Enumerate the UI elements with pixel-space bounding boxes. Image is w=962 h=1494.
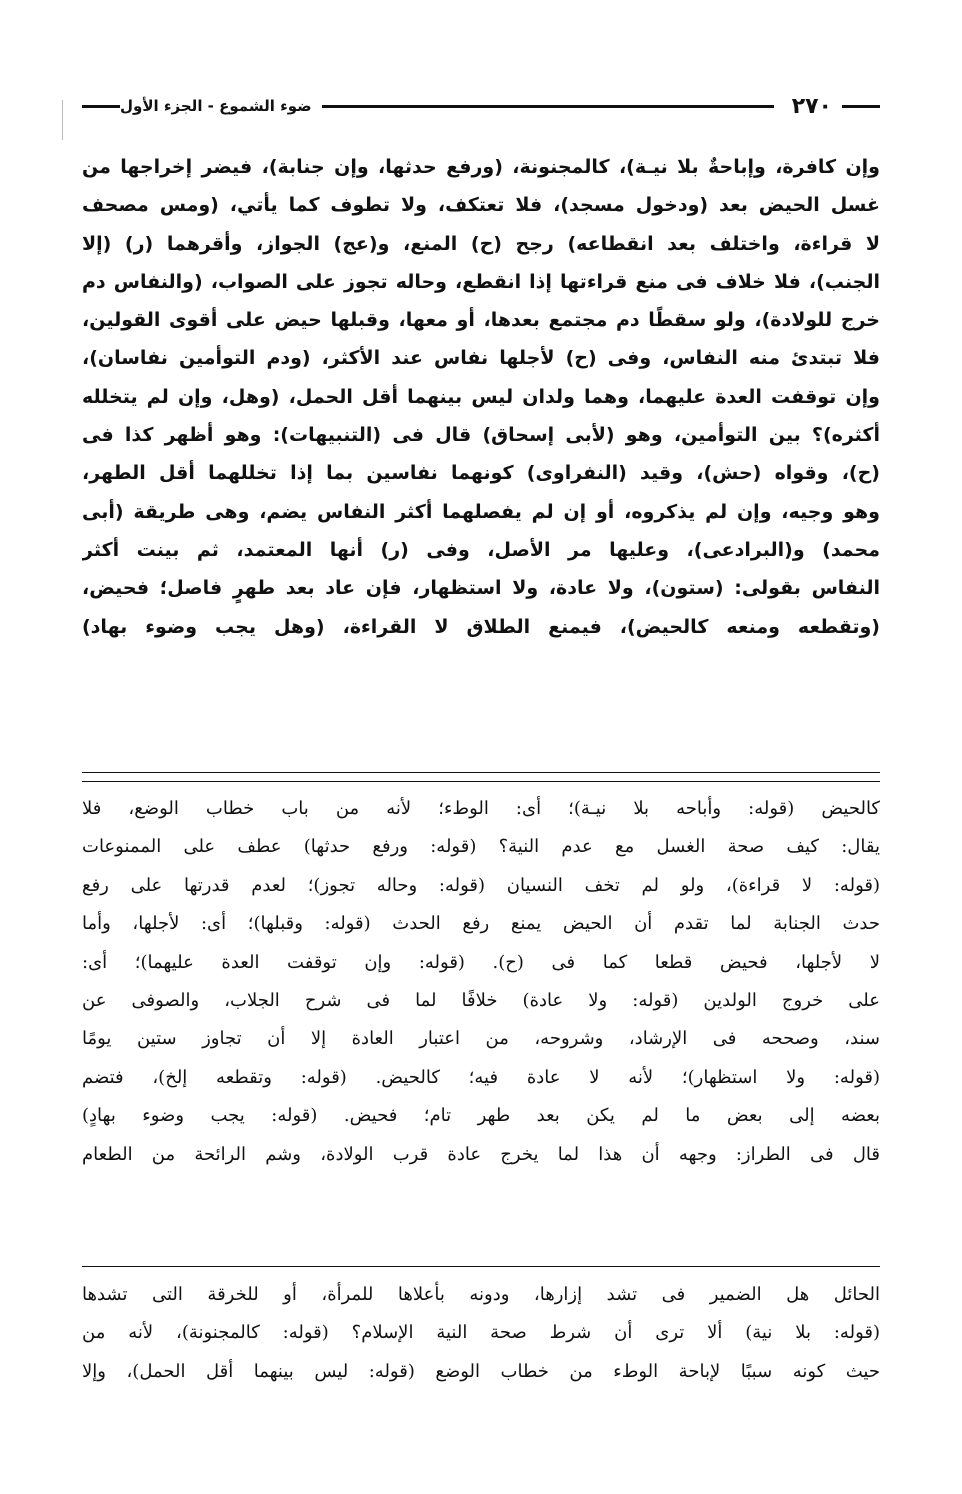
commentary-line: على خروج الولدين (قوله: ولا عادة) خلافًا لما فى شرح الجلاب، والصوفى عن [82, 990, 880, 1012]
main-line: النفاس بقولى: (ستون)، ولا عادة، ولا استظهار، فإن عاد بعد طهرٍ فاصل؛ فحيض، [82, 577, 880, 600]
header-rule-middle [322, 105, 774, 108]
main-line: الجنب)، فلا خلاف فى منع قراءتها إذا انقطع، وحاله تجوز على الصواب، (والنفاس دم [82, 270, 880, 293]
main-line: وإن كافرة، وإباحةٌ بلا نيـة)، كالمجنونة، (ورفع حدثها، وإن جنابة)، فيضر إخراجها من [82, 156, 880, 178]
main-line: وهو وجيه، وإن لم يذكروه، أو إن لم يفصلهما أكثر النفاس يضم، وهى طريقة (أبى [82, 500, 880, 523]
single-rule-divider [82, 1266, 880, 1267]
page-header [82, 92, 880, 120]
double-rule-divider [82, 772, 880, 782]
main-text [82, 148, 880, 646]
commentary-line: حدث الجنابة لما تقدم أن الحيض يمنع رفع الحدث (قوله: وقبلها)؛ أى: لأجلها، وأما [82, 913, 880, 935]
commentary-line: (قوله: ولا استظهار)؛ لأنه لا عادة فيه؛ كالحيض. (قوله: وتقطعه إلخ)، فتضم [82, 1066, 880, 1088]
footnote-line: حيث كونه سببًا لإباحة الوطء من خطاب الوضع (قوله: ليس بينهما أقل الحمل)، وإلا [82, 1360, 880, 1382]
footnote-line: الحائل هل الضمير فى تشد إزارها، ودونه بأعلاها للمرأة، أو للخرقة التى تشدها [82, 1284, 880, 1305]
main-line: (وتقطعه ومنعه كالحيض)، فيمنع الطلاق لا القراءة، (وهل يجب وضوء بهاد) [82, 615, 880, 638]
commentary-line: سند، وصححه فى الإرشاد، وشروحه، من اعتبار العادة إلا أن تجاوز ستين يومًا [82, 1028, 880, 1050]
commentary-line: قال فى الطراز: وجهه أن هذا لما يخرج عادة قرب الولادة، وشم الرائحة من الطعام [82, 1143, 880, 1165]
main-line: محمد) و(البرادعى)، وعليها مر الأصل، وفى (ر) أنها المعتمد، ثم بينت أكثر [82, 538, 880, 561]
header-rule-right [842, 105, 880, 108]
commentary-text [82, 790, 880, 1174]
main-line: غسل الحيض بعد (ودخول مسجد)، فلا تعتكف، ولا تطوف كما يأتي، (ومس مصحف [82, 194, 880, 217]
main-line: لا قراءة، واختلف بعد انقطاعه) رجح (ح) المنع، و(عج) الجواز، وأقرهما (ر) (إلا [82, 232, 880, 255]
header-rule-left [82, 105, 120, 108]
footnote-text [82, 1276, 880, 1391]
commentary-line: يقال: كيف صحة الغسل مع عدم النية؟ (قوله: ورفع حدثها) عطف على الممنوعات [82, 836, 880, 858]
main-line: أكثره)؟ بين التوأمين، وهو (لأبى إسحاق) قال فى (التنبيهات): وهو أظهر كذا فى [82, 424, 880, 447]
commentary-line: بعضه إلى بعض ما لم يكن بعد طهر تام؛ فحيض. (قوله: يجب وضوء بهادٍ) [82, 1105, 880, 1127]
commentary-line: كالحيض (قوله: وأباحه بلا نيـة)؛ أى: الوطء؛ لأنه من باب خطاب الوضع، فلا [82, 798, 880, 819]
main-line: (ح)، وقواه (حش)، وقيد (النفراوى) كونهما نفاسين بما إذا تخللهما أقل الطهر، [82, 462, 880, 485]
main-line: فلا تبتدئ منه النفاس، وفى (ح) لأجلها نفاس عند الأكثر، (ودم التوأمين نفاسان)، [82, 347, 880, 370]
footnote-line: (قوله: بلا نية) ألا ترى أن شرط صحة النية الإسلام؟ (قوله: كالمجنونة)، لأنه من [82, 1322, 880, 1344]
page-number: ٢٧٠ [791, 93, 832, 119]
main-line: وإن توقفت العدة عليهما، وهما ولدان ليس بينهما أقل الحمل، (وهل، وإن لم يتخلله [82, 385, 880, 408]
commentary-line: لا لأجلها، فحيض قطعا كما فى (ح). (قوله: وإن توقفت العدة عليهما)؛ أى: [82, 951, 880, 973]
main-line: خرج للولادة)، ولو سقطًا دم مجتمع بعدها، أو معها، وقبلها حيض على أقوى القولين، [82, 309, 880, 332]
margin-mark [62, 100, 63, 140]
running-title: ضوء الشموع - الجزء الأول [120, 97, 312, 115]
commentary-line: (قوله: لا قراءة)، ولو لم تخف النسيان (قوله: وحاله تجوز)؛ لعدم قدرتها على رفع [82, 874, 880, 896]
